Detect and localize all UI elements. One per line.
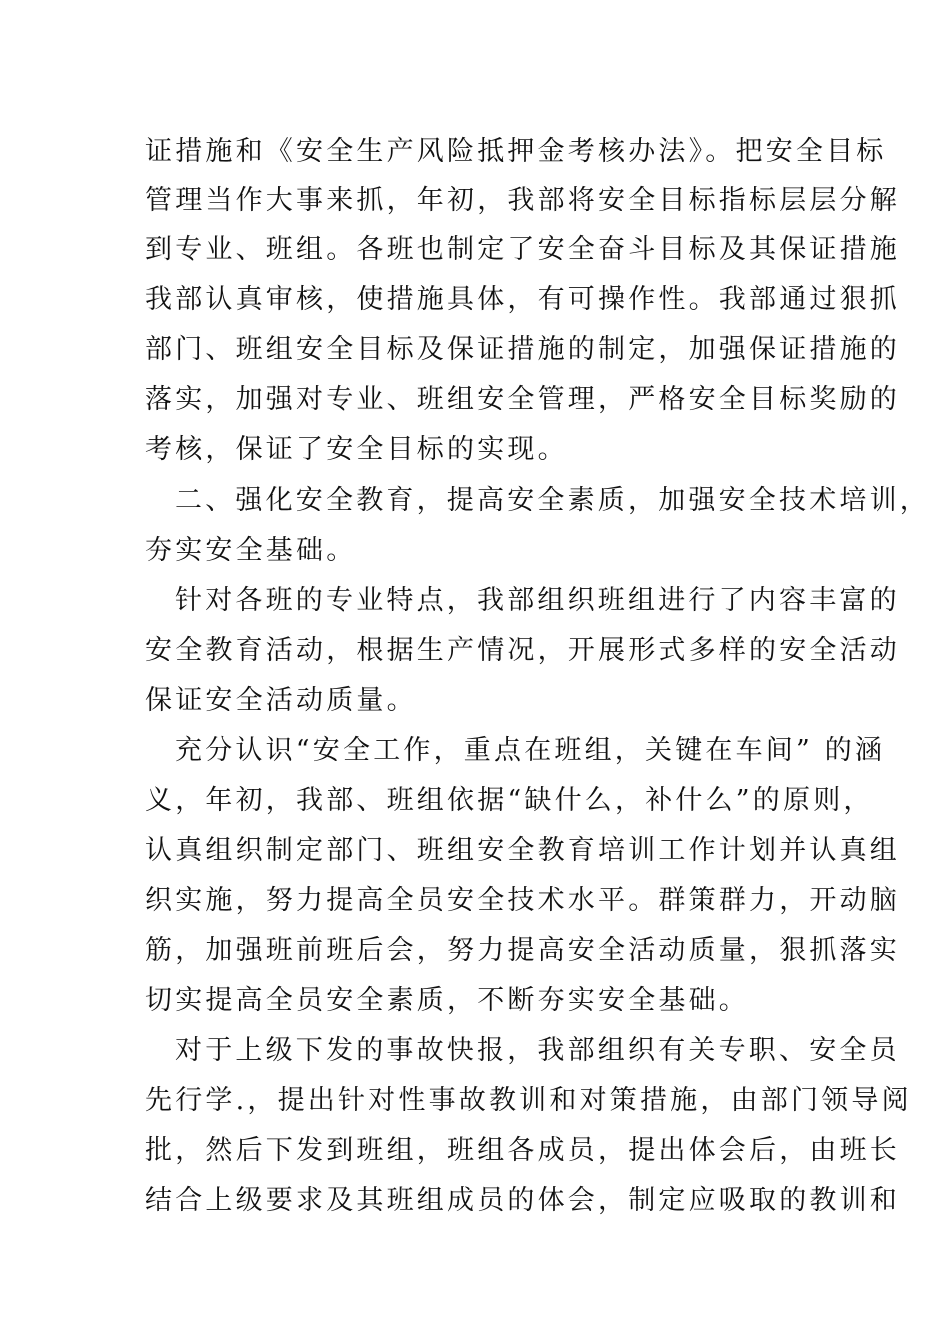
text-line: 证措施和《安全生产风险抵押金考核办法》。把安全目标 — [145, 136, 887, 167]
text-line: 对于上级下发的事故快报，我部组织有关专职、安全员 — [175, 1035, 900, 1066]
text-line: 批，然后下发到班组，班组各成员，提出体会后，由班长 — [145, 1135, 900, 1166]
text-line: 管理当作大事来抓，年初，我部将安全目标指标层层分解 — [145, 185, 900, 216]
text-line: 结合上级要求及其班组成员的体会，制定应吸取的教训和 — [145, 1185, 900, 1216]
text-line: 考核，保证了安全目标的实现。 — [145, 434, 568, 465]
text-line: 针对各班的专业特点，我部组织班组进行了内容丰富的 — [175, 585, 900, 616]
text-line: 我部认真审核，使措施具体，有可操作性。我部通过狠抓 — [145, 284, 900, 315]
text-line: 切实提高全员安全素质，不断夯实安全基础。 — [145, 985, 749, 1016]
text-line: 认真组织制定部门、班组安全教育培训工作计划并认真组 — [145, 835, 900, 866]
text-line: 义，年初，我部、班组依据“缺什么，补什么”的原则， — [145, 785, 874, 816]
text-line: 保证安全活动质量。 — [145, 685, 417, 716]
text-line: 织实施，努力提高全员安全技术水平。群策群力，开动脑 — [145, 885, 900, 916]
text-line: 筋，加强班前班后会，努力提高安全活动质量，狠抓落实 — [145, 935, 900, 966]
section-heading-cont: 夯实安全基础。 — [145, 535, 357, 566]
text-line: 先行学.，提出针对性事故教训和对策措施，由部门领导阅 — [145, 1085, 912, 1116]
text-line: 部门、班组安全目标及保证措施的制定，加强保证措施的 — [145, 334, 900, 365]
text-line: 到专业、班组。各班也制定了安全奋斗目标及其保证措施 — [145, 234, 900, 265]
section-heading: 二、强化安全教育，提高安全素质，加强安全技术培训， — [175, 485, 930, 516]
text-line: 安全教育活动，根据生产情况，开展形式多样的安全活动 — [145, 635, 900, 666]
text-line: 充分认识“安全工作，重点在班组，关键在车间” 的涵 — [175, 735, 886, 766]
text-line: 落实，加强对专业、班组安全管理，严格安全目标奖励的 — [145, 384, 900, 415]
